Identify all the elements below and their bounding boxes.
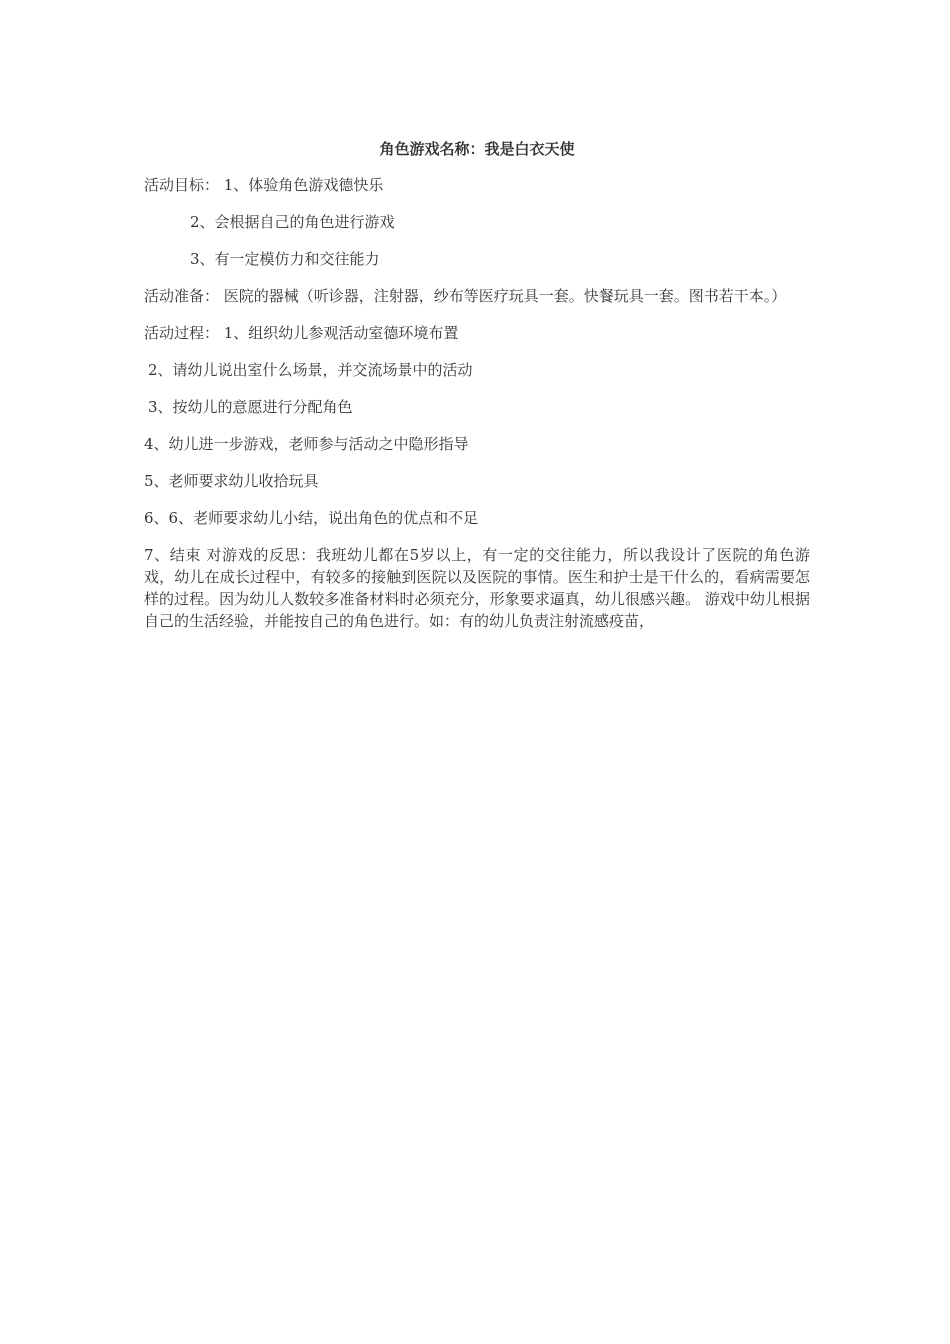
activity-reflection: 7、结束 对游戏的反思：我班幼儿都在5岁以上，有一定的交往能力，所以我设计了医院的角色游戏，幼儿在成长过程中，有较多的接触到医院以及医院的事情。医生和护士是干什么的，看病需要怎样的过程。因为幼儿人数较多准备材料时必须充分，形象要求逼真，幼儿很感兴趣。 游戏中幼儿根据自己的生活经验，并能按自己的角色进行。如：有的幼儿负责注射流感疫苗，	[144, 546, 810, 630]
activity-goal-1: 活动目标： 1、体验角色游戏德快乐	[144, 176, 384, 194]
document-body	[144, 138, 810, 647]
activity-goal-2: 2、会根据自己的角色进行游戏	[190, 213, 395, 231]
activity-preparation: 活动准备： 医院的器械（听诊器，注射器，纱布等医疗玩具一套。快餐玩具一套。图书若干本。）	[144, 287, 787, 305]
activity-process-5: 5、老师要求幼儿收拾玩具	[144, 472, 319, 490]
activity-process-6: 6、6、老师要求幼儿小结，说出角色的优点和不足	[144, 509, 479, 527]
activity-process-1: 活动过程： 1、组织幼儿参观活动室德环境布置	[144, 324, 459, 342]
activity-process-2: 2、请幼儿说出室什么场景，并交流场景中的活动	[148, 361, 473, 379]
activity-process-4: 4、幼儿进一步游戏，老师参与活动之中隐形指导	[144, 435, 469, 453]
activity-goal-3: 3、有一定模仿力和交往能力	[190, 250, 380, 268]
activity-process-3: 3、按幼儿的意愿进行分配角色	[148, 398, 353, 416]
document-title: 角色游戏名称：我是白衣天使	[379, 140, 575, 158]
